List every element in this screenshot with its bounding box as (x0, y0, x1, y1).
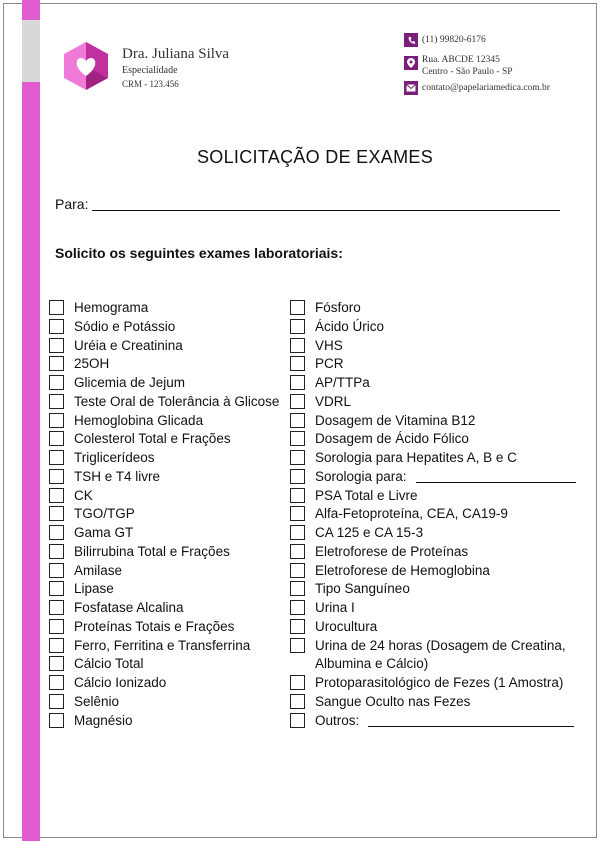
exams-subheading: Solicito os seguintes exames laboratoriais: (55, 245, 343, 261)
location-icon (404, 56, 418, 70)
exam-label: Eletroforese de Proteínas (315, 543, 469, 559)
doctor-specialty: Especialidade (122, 65, 178, 76)
exam-label: Glicemia de Jejum (74, 375, 186, 390)
exam-label: Tipo Sanguíneo (315, 581, 410, 597)
exam-checkbox[interactable] (290, 619, 305, 634)
exam-checkbox[interactable] (290, 713, 305, 728)
exam-label: Cálcio Total (74, 656, 144, 672)
exam-label: 25OH (74, 356, 110, 372)
contact-address-line-1: Rua. ABCDE 12345 (422, 55, 500, 65)
exam-label: Urina I (315, 600, 355, 615)
exam-label: PCR (315, 356, 344, 372)
exam-checkbox[interactable] (290, 600, 305, 615)
exam-checkbox[interactable] (49, 356, 64, 371)
recipient-input[interactable] (92, 210, 560, 211)
exam-label: Sódio e Potássio (74, 318, 176, 334)
exam-label: Ferro, Ferritina e Transferrina (74, 637, 251, 653)
exam-label: Sangue Oculto nas Fezes (315, 693, 471, 709)
exam-checkbox[interactable] (49, 694, 64, 709)
exam-label: CA 125 e CA 15-3 (315, 525, 424, 540)
contact-address-line-2: Centro - São Paulo - SP (422, 67, 513, 77)
exam-label: AP/TTPa (315, 375, 370, 390)
exam-label: Proteínas Totais e Frações (74, 618, 235, 634)
exam-checkbox[interactable] (49, 600, 64, 615)
exam-checkbox[interactable] (290, 319, 305, 334)
exam-checkbox[interactable] (49, 656, 64, 671)
exam-checkbox[interactable] (49, 713, 64, 728)
form-title: SOLICITAÇÃO DE EXAMES (196, 147, 434, 167)
exam-checkbox[interactable] (49, 544, 64, 559)
exam-checkbox[interactable] (49, 375, 64, 390)
decorative-stripe (22, 0, 40, 841)
exam-checkbox[interactable] (49, 450, 64, 465)
exam-checkbox[interactable] (49, 431, 64, 446)
exam-checkbox[interactable] (290, 300, 305, 315)
exam-label: Urina de 24 horas (Dosagem de Creatina, (315, 637, 566, 653)
exam-label: Protoparasitológico de Fezes (1 Amostra) (315, 675, 564, 690)
exam-checkbox[interactable] (49, 525, 64, 540)
exam-label: Cálcio Ionizado (74, 675, 167, 690)
exam-label: Teste Oral de Tolerância à Glicose (74, 393, 280, 409)
exam-checkbox[interactable] (290, 694, 305, 709)
exam-checkbox[interactable] (290, 431, 305, 446)
mail-icon (404, 81, 418, 95)
exam-checkbox[interactable] (290, 375, 305, 390)
exam-fill-line[interactable] (416, 470, 576, 483)
exam-checkbox[interactable] (290, 338, 305, 353)
exam-label: PSA Total e Livre (315, 487, 418, 503)
exam-checkbox[interactable] (49, 338, 64, 353)
exam-checkbox[interactable] (49, 469, 64, 484)
exam-label: Sorologia para: (315, 468, 407, 484)
exam-checkbox[interactable] (290, 506, 305, 521)
exam-label: Lipase (74, 581, 114, 597)
exam-checkbox[interactable] (290, 394, 305, 409)
exam-label: Urocultura (315, 618, 378, 634)
exam-checkbox[interactable] (290, 525, 305, 540)
exam-checkbox[interactable] (290, 638, 305, 653)
doctor-name: Dra. Juliana Silva (122, 46, 230, 62)
exam-fill-line[interactable] (368, 714, 574, 727)
exam-label: VHS (315, 337, 343, 353)
doctor-crm: CRM - 123.456 (122, 79, 179, 89)
exam-label: Sorologia para Hepatites A, B e C (315, 450, 517, 465)
exam-label: Dosagem de Ácido Fólico (315, 431, 469, 447)
exam-checkbox[interactable] (290, 488, 305, 503)
heart-logo-icon (60, 40, 112, 92)
recipient-label: Para: (55, 196, 89, 212)
contact-phone-text: (11) 99820-6176 (422, 35, 486, 45)
exam-label: Amilase (74, 562, 123, 578)
exam-label: Gama GT (74, 525, 134, 540)
exam-checkbox[interactable] (49, 488, 64, 503)
exam-checkbox[interactable] (49, 638, 64, 653)
exam-label: Colesterol Total e Frações (74, 431, 231, 447)
exam-checkbox[interactable] (290, 563, 305, 578)
exam-checkbox[interactable] (49, 581, 64, 596)
exam-label: CK (74, 487, 93, 503)
exam-checkbox[interactable] (290, 675, 305, 690)
exam-label: Fosfatase Alcalina (74, 600, 184, 615)
doctor-info (122, 45, 229, 90)
exam-label: Hemograma (74, 300, 149, 315)
exam-checkbox[interactable] (290, 581, 305, 596)
exam-checkbox[interactable] (290, 356, 305, 371)
exam-checkbox[interactable] (49, 675, 64, 690)
exam-label: Dosagem de Vitamina B12 (315, 412, 476, 428)
exam-label: VDRL (315, 393, 352, 409)
exam-checkbox[interactable] (49, 506, 64, 521)
exam-checkbox[interactable] (290, 469, 305, 484)
exam-checkbox[interactable] (49, 563, 64, 578)
exam-checkbox[interactable] (290, 544, 305, 559)
exam-label: Fósforo (315, 300, 361, 315)
exam-label: Albumina e Cálcio) (315, 656, 429, 672)
exam-label: Eletroforese de Hemoglobina (315, 562, 490, 578)
exam-label: Alfa-Fetoproteína, CEA, CA19-9 (315, 506, 508, 522)
decorative-stripe-accent (22, 20, 40, 82)
exam-label: Magnésio (74, 712, 133, 728)
exam-label: Outros: (315, 712, 360, 728)
exam-checkbox[interactable] (49, 300, 64, 315)
exam-checkbox[interactable] (49, 413, 64, 428)
exam-label: Bilirrubina Total e Frações (74, 543, 230, 559)
exam-label: TSH e T4 livre (74, 468, 161, 484)
exam-label: Triglicerídeos (74, 450, 155, 465)
exam-checkbox[interactable] (49, 394, 64, 409)
exam-checkbox[interactable] (49, 319, 64, 334)
contact-email-text: contato@papelariamedica.com.br (422, 83, 550, 93)
exam-label: Uréia e Creatinina (74, 337, 183, 353)
exam-label: TGO/TGP (74, 506, 135, 522)
exam-checkbox[interactable] (290, 450, 305, 465)
exam-label: Selênio (74, 693, 120, 709)
exam-checkbox[interactable] (290, 413, 305, 428)
exam-label: Ácido Úrico (315, 318, 385, 334)
exam-checkbox[interactable] (49, 619, 64, 634)
phone-icon (404, 33, 418, 47)
exam-label: Hemoglobina Glicada (74, 412, 204, 428)
